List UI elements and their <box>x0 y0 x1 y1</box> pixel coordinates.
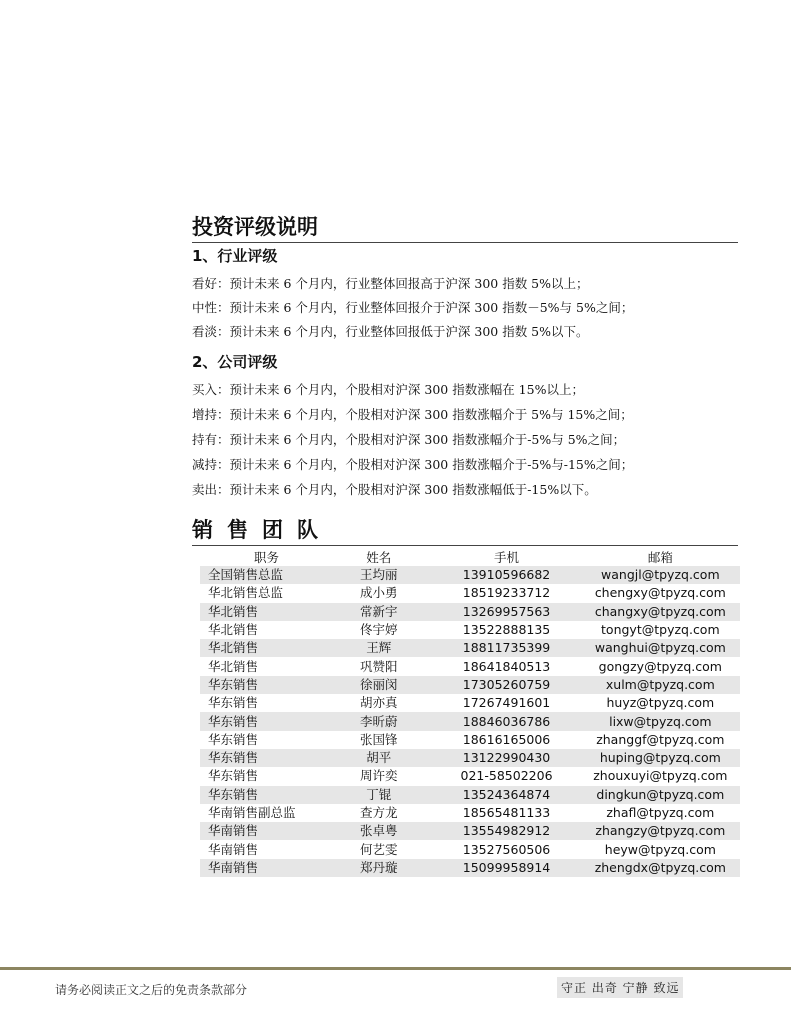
cell-email: heyw@tpyzq.com <box>604 841 716 857</box>
cell-title: 华东销售 <box>200 786 325 804</box>
company-rating-line: 增持：预计未来 6 个月内，个股相对沪深 300 指数涨幅介于 5%与 15%之间； <box>192 407 633 422</box>
cell-email: zhengdx@tpyzq.com <box>581 859 740 877</box>
cell-title: 华东销售 <box>208 695 259 711</box>
table-row <box>200 676 740 694</box>
industry-rating-line: 中性：预计未来 6 个月内，行业整体回报介于沪深 300 指数－5%与 5%之间； <box>192 300 634 315</box>
cell-phone: 021-58502206 <box>460 768 553 784</box>
cell-title: 华东销售 <box>200 749 325 767</box>
table-row <box>200 786 740 804</box>
table-row <box>200 603 740 621</box>
table-row <box>200 639 740 657</box>
sales-team-title: 销售团队 <box>192 516 738 546</box>
cell-name: 李昕蔚 <box>325 712 432 730</box>
cell-name: 查方龙 <box>359 805 398 820</box>
cell-email: wanghui@tpyzq.com <box>581 639 740 657</box>
cell-name: 丁锟 <box>325 786 432 804</box>
table-row <box>200 712 740 730</box>
cell-phone: 17267491601 <box>462 695 551 711</box>
cell-title: 华东销售 <box>208 768 259 784</box>
cell-name: 常新宇 <box>325 603 432 621</box>
table-row <box>200 584 740 602</box>
cell-name: 成小勇 <box>359 585 398 601</box>
cell-title: 华南销售 <box>208 841 259 857</box>
table-row <box>200 767 740 785</box>
cell-email: huping@tpyzq.com <box>581 749 740 767</box>
cell-title: 华南销售 <box>200 859 325 877</box>
table-row <box>200 566 740 584</box>
cell-email: zhouxuyi@tpyzq.com <box>593 768 728 784</box>
cell-phone: 18641840513 <box>462 658 551 674</box>
cell-title: 华北销售总监 <box>208 585 284 601</box>
column-header-email: 邮箱 <box>647 550 673 565</box>
cell-email: dingkun@tpyzq.com <box>581 786 740 804</box>
cell-phone: 13554982912 <box>432 822 580 840</box>
table-row <box>200 840 740 858</box>
cell-phone: 18519233712 <box>462 585 551 601</box>
industry-rating-line: 看好：预计未来 6 个月内，行业整体回报高于沪深 300 指数 5%以上； <box>192 276 589 291</box>
cell-email: zhafl@tpyzq.com <box>606 805 715 820</box>
column-header-phone: 手机 <box>494 550 520 565</box>
column-header-name: 姓名 <box>366 550 392 565</box>
company-rating-line: 减持：预计未来 6 个月内，个股相对沪深 300 指数涨幅介于-5%与-15%之间； <box>192 457 634 472</box>
cell-email: xulm@tpyzq.com <box>581 676 740 694</box>
cell-phone: 18565481133 <box>462 805 551 820</box>
cell-phone: 18616165006 <box>462 731 551 747</box>
cell-name: 郑丹璇 <box>325 859 432 877</box>
cell-phone: 18811735399 <box>432 639 580 657</box>
footer-slogan: 守正 出奇 宁静 致远 <box>557 977 683 998</box>
cell-email: wangjl@tpyzq.com <box>581 566 740 584</box>
team-table-body <box>200 566 740 877</box>
company-rating-line: 持有：预计未来 6 个月内，个股相对沪深 300 指数涨幅介于-5%与 5%之间； <box>192 432 626 447</box>
cell-name: 徐丽闵 <box>325 676 432 694</box>
table-row <box>200 621 740 639</box>
cell-phone: 13524364874 <box>432 786 580 804</box>
cell-name: 王辉 <box>325 639 432 657</box>
table-row <box>200 749 740 767</box>
table-header-row <box>200 548 740 566</box>
cell-title: 华北销售 <box>208 622 259 638</box>
table-row <box>200 731 740 749</box>
table-row <box>200 804 740 822</box>
cell-email: changxy@tpyzq.com <box>581 603 740 621</box>
cell-email: zhangzy@tpyzq.com <box>581 822 740 840</box>
cell-name: 佟宇婷 <box>359 622 398 638</box>
cell-name: 张卓粤 <box>325 822 432 840</box>
cell-title: 华南销售 <box>200 822 325 840</box>
cell-title: 华北销售 <box>200 639 325 657</box>
cell-name: 周许奕 <box>359 768 398 784</box>
cell-title: 全国销售总监 <box>200 566 325 584</box>
cell-phone: 13122990430 <box>432 749 580 767</box>
cell-title: 华北销售 <box>200 603 325 621</box>
company-rating-line: 买入：预计未来 6 个月内，个股相对沪深 300 指数涨幅在 15%以上； <box>192 382 584 397</box>
industry-rating-line: 看淡：预计未来 6 个月内，行业整体回报低于沪深 300 指数 5%以下。 <box>192 324 589 339</box>
cell-title: 华东销售 <box>208 731 259 747</box>
cell-phone: 13522888135 <box>462 622 551 638</box>
industry-rating-heading: 1、行业评级 <box>192 247 278 265</box>
company-rating-line: 卖出：预计未来 6 个月内，个股相对沪深 300 指数涨幅低于-15%以下。 <box>192 482 597 497</box>
cell-phone: 13527560506 <box>462 841 551 857</box>
footer-disclaimer: 请务必阅读正文之后的免责条款部分 <box>55 983 248 997</box>
cell-title: 华北销售 <box>208 658 259 674</box>
footer-divider <box>0 967 791 970</box>
sales-team-table <box>200 548 740 877</box>
cell-email: tongyt@tpyzq.com <box>601 622 720 638</box>
cell-phone: 13910596682 <box>432 566 580 584</box>
cell-phone: 17305260759 <box>432 676 580 694</box>
table-row <box>200 822 740 840</box>
cell-name: 巩赞阳 <box>359 658 398 674</box>
cell-name: 王均丽 <box>325 566 432 584</box>
cell-phone: 18846036786 <box>432 712 580 730</box>
cell-email: huyz@tpyzq.com <box>606 695 715 711</box>
table-row <box>200 859 740 877</box>
column-header-title: 职务 <box>254 550 280 565</box>
cell-name: 张国锋 <box>359 731 398 747</box>
cell-title: 华南销售副总监 <box>208 805 296 820</box>
cell-title: 华东销售 <box>200 676 325 694</box>
cell-name: 胡平 <box>325 749 432 767</box>
cell-name: 胡亦真 <box>359 695 398 711</box>
cell-email: chengxy@tpyzq.com <box>594 585 726 601</box>
cell-phone: 13269957563 <box>432 603 580 621</box>
table-row <box>200 694 740 712</box>
table-row <box>200 657 740 675</box>
company-rating-heading: 2、公司评级 <box>192 353 278 371</box>
cell-name: 何艺雯 <box>359 841 398 857</box>
cell-email: lixw@tpyzq.com <box>581 712 740 730</box>
cell-email: zhanggf@tpyzq.com <box>596 731 725 747</box>
ratings-section-title: 投资评级说明 <box>192 213 738 243</box>
cell-phone: 15099958914 <box>432 859 580 877</box>
cell-title: 华东销售 <box>200 712 325 730</box>
cell-email: gongzy@tpyzq.com <box>598 658 722 674</box>
